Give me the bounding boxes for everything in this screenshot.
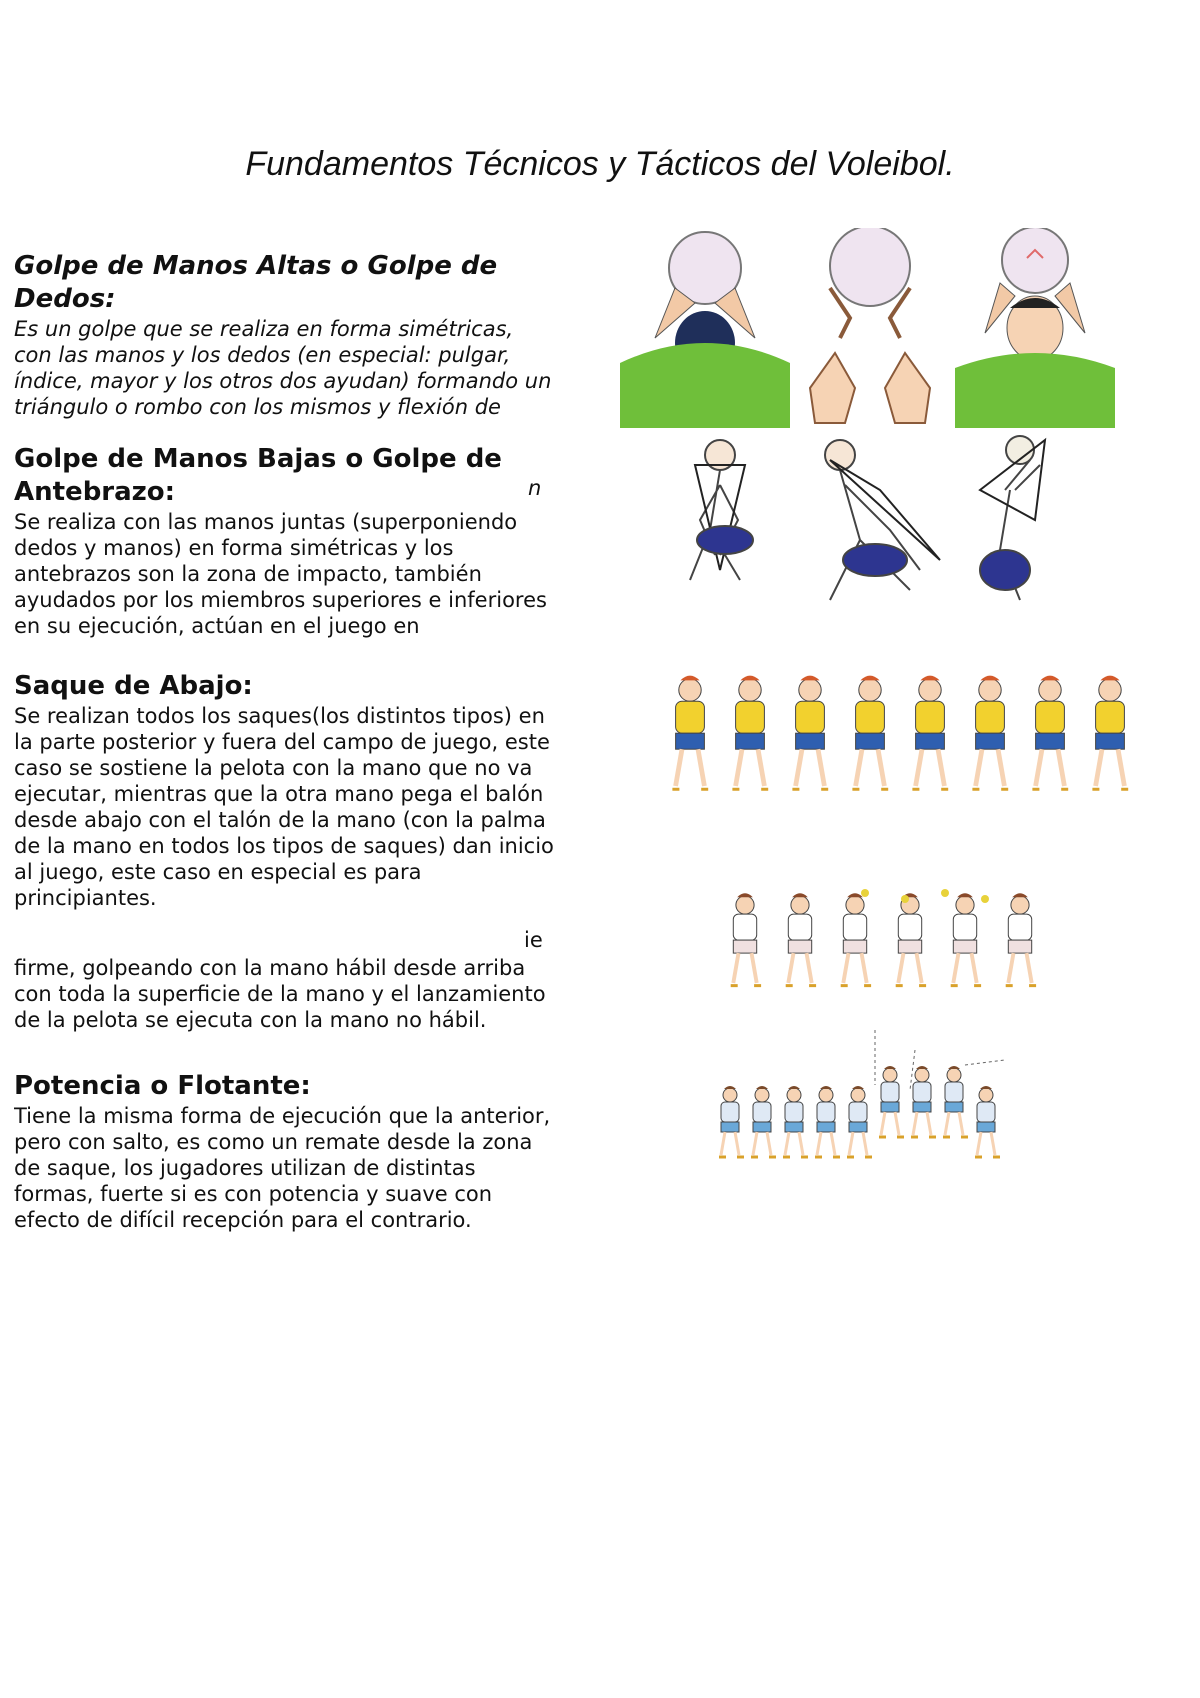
page-title: Fundamentos Técnicos y Tácticos del Voleibol. bbox=[245, 145, 955, 183]
section-heading: Golpe de Manos Altas o Golpe de Dedos: bbox=[14, 251, 498, 314]
player-figure bbox=[672, 676, 708, 790]
section-jump-serve bbox=[14, 1070, 554, 1290]
player-figure bbox=[847, 1086, 872, 1157]
player-figure bbox=[792, 676, 828, 790]
player-figure bbox=[879, 1066, 904, 1137]
stray-fragment: n bbox=[528, 476, 542, 500]
section-heading: Saque de Abajo: bbox=[14, 671, 253, 701]
underhand-serve-sequence bbox=[665, 670, 1140, 810]
player-figure bbox=[951, 893, 981, 985]
ball-mark bbox=[941, 889, 949, 897]
player-figure bbox=[852, 676, 888, 790]
section-body: Se realizan todos los saques(los distintos tipos) en la parte posterior y fuera del campo de juego, este caso se sostiene la pelota con la mano que no va ejecutar, mientras que la otra mano pega el balón desde abajo con el talón de la mano (con la palma de la mano en todos los tipos de saques) dan inicio al juego, este caso en especial es para principiantes. bbox=[14, 704, 554, 910]
player-figure bbox=[912, 676, 948, 790]
ball-mark bbox=[861, 889, 869, 897]
player-figure bbox=[943, 1066, 968, 1137]
section-heading: Golpe de Manos Bajas o Golpe de Antebrazo: bbox=[14, 444, 502, 507]
player-figure bbox=[732, 676, 768, 790]
section-overhead-pass bbox=[14, 250, 554, 440]
section-body: Tiene la misma forma de ejecución que la anterior, pero con salto, es como un remate desde la zona de saque, los jugadores utilizan de distintas formas, fuerte si es con potencia y suave con efecto de difícil recepción para el contrario. bbox=[14, 1104, 551, 1232]
player-figure bbox=[783, 1086, 808, 1157]
player-figure bbox=[911, 1066, 936, 1137]
player-figure bbox=[975, 1086, 1000, 1157]
player-figure bbox=[786, 893, 816, 985]
section-heading: Potencia o Flotante: bbox=[14, 1071, 311, 1101]
section-body: firme, golpeando con la mano hábil desde arriba con toda la superficie de la mano y el lanzamiento de la pelota se ejecuta con la mano no hábil. bbox=[14, 956, 546, 1032]
jump-serve-sequence bbox=[715, 1025, 1015, 1185]
section-forearm-pass bbox=[14, 443, 554, 655]
overhead-pass-illustration bbox=[615, 228, 1130, 428]
section-body: Se realiza con las manos juntas (superponiendo dedos y manos) en forma simétricas y los antebrazos son la zona de impacto, también ayudados por los miembros superiores e inferiores en su ejecución, actúan en el juego en bbox=[14, 510, 547, 638]
section-underhand-serve bbox=[14, 670, 554, 960]
player-figure bbox=[972, 676, 1008, 790]
section-body: Es un golpe que se realiza en forma simétricas, con las manos y los dedos (en especial: pulgar, índice, mayor y los otros dos ayudan) formando un triángulo o rombo con los mismos y flexión de bbox=[14, 317, 552, 419]
forearm-pass-illustration bbox=[650, 430, 1100, 612]
player-figure bbox=[751, 1086, 776, 1157]
section-overhead-serve bbox=[14, 955, 559, 1055]
player-figure bbox=[731, 893, 761, 985]
player-figure bbox=[1032, 676, 1068, 790]
ball-mark bbox=[901, 895, 909, 903]
player-figure bbox=[841, 893, 871, 985]
player-figure bbox=[896, 893, 926, 985]
player-figure bbox=[1092, 676, 1128, 790]
player-figure bbox=[1006, 893, 1036, 985]
overhead-serve-sequence bbox=[725, 885, 1045, 1013]
player-figure bbox=[719, 1086, 744, 1157]
stray-fragment: ie bbox=[524, 928, 543, 952]
ball-mark bbox=[981, 895, 989, 903]
player-figure bbox=[815, 1086, 840, 1157]
